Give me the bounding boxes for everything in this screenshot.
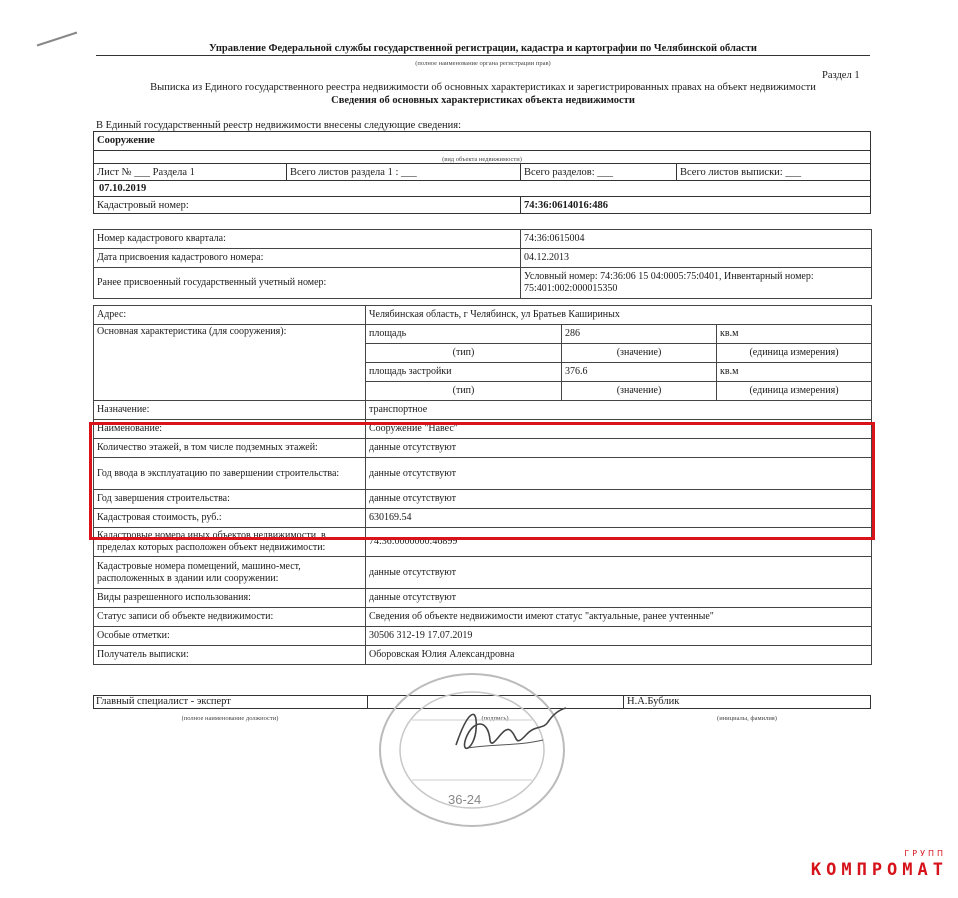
rooms-value: данные отсутствуют <box>366 557 872 589</box>
address-label: Адрес: <box>94 306 366 325</box>
highlight-frame <box>89 422 875 540</box>
cadastral-number-label: Кадастровый номер: <box>97 200 189 211</box>
name-value: Сооружение "Навес" <box>366 420 872 439</box>
cadastral-cost-label: Кадастровая стоимость, руб.: <box>94 509 366 528</box>
assign-date-label: Дата присвоения кадастрового номера: <box>94 249 521 268</box>
section-number: Раздел 1 <box>822 70 860 81</box>
parent-objects-value: 74:36:0000000:46899 <box>366 528 872 557</box>
extract-title: Выписка из Единого государственного реестра недвижимости об основных характеристиках и зарегистрированных правах на объект недвижимости <box>150 82 816 93</box>
char-unit-2: кв.м <box>717 363 872 382</box>
address-value: Челябинская область, г Челябинск, ул Братьев Кашириных <box>366 306 872 325</box>
caption-value-2: (значение) <box>562 382 717 401</box>
usage-label: Виды разрешенного использования: <box>94 589 366 608</box>
completion-year-value: данные отсутствуют <box>366 490 872 509</box>
recipient-value: Оборовская Юлия Александровна <box>366 646 872 665</box>
caption-value-1: (значение) <box>562 344 717 363</box>
cadastral-number-value: 74:36:0614016:486 <box>524 200 608 211</box>
char-unit-1: кв.м <box>717 325 872 344</box>
status-value: Сведения об объекте недвижимости имеют статус "актуальные, ранее учтенные" <box>366 608 872 627</box>
usage-value: данные отсутствуют <box>366 589 872 608</box>
completion-year-label: Год завершения строительства: <box>94 490 366 509</box>
floors-label: Количество этажей, в том числе подземных этажей: <box>94 439 366 458</box>
parent-objects-label: Кадастровые номера иных объектов недвижимости, в пределах которых расположен объект недвижимости: <box>94 528 366 557</box>
organization-title: Управление Федеральной службы государственной регистрации, кадастра и картографии по Челябинской области <box>209 43 757 54</box>
name-label: Наименование: <box>94 420 366 439</box>
watermark-sub: ГРУПП <box>904 849 946 858</box>
sign-caption: (подпись) <box>481 715 509 722</box>
floors-value: данные отсутствуют <box>366 439 872 458</box>
cadastral-cost-value: 630169.54 <box>366 509 872 528</box>
caption-type-1: (тип) <box>366 344 562 363</box>
char-value-2: 376.6 <box>562 363 717 382</box>
quarter-value: 74:36:0615004 <box>521 230 872 249</box>
status-label: Статус записи об объекте недвижимости: <box>94 608 366 627</box>
signer-name: Н.А.Бублик <box>627 696 680 707</box>
signer-position: Главный специалист - эксперт <box>96 696 231 707</box>
char-type-1: площадь <box>366 325 562 344</box>
previous-number-value: Условный номер: 74:36:06 15 04:0005:75:0401, Инвентарный номер: 75:401:002:000015350 <box>521 268 872 299</box>
notes-value: 30506 312-19 17.07.2019 <box>366 627 872 646</box>
purpose-value: транспортное <box>366 401 872 420</box>
quarter-label: Номер кадастрового квартала: <box>94 230 521 249</box>
object-type-caption: (вид объекта недвижимости) <box>442 156 522 163</box>
char-type-2: площадь застройки <box>366 363 562 382</box>
intro-text: В Единый государственный реестр недвижимости внесены следующие сведения: <box>96 120 462 131</box>
caption-unit-1: (единица измерения) <box>717 344 872 363</box>
previous-number-label: Ранее присвоенный государственный учетный номер: <box>94 268 521 299</box>
recipient-label: Получатель выписки: <box>94 646 366 665</box>
commission-year-label: Год ввода в эксплуатацию по завершении строительства: <box>94 458 366 490</box>
char-value-1: 286 <box>562 325 717 344</box>
watermark-brand: КОМПРОМАТ <box>810 860 948 880</box>
organization-caption: (полное наименование органа регистрации прав) <box>415 60 551 67</box>
notes-label: Особые отметки: <box>94 627 366 646</box>
rooms-label: Кадастровые номера помещений, машино-мест, расположенных в здании или сооружении: <box>94 557 366 589</box>
sections-total: Всего разделов: ___ <box>524 167 613 178</box>
caption-type-2: (тип) <box>366 382 562 401</box>
assign-date-value: 04.12.2013 <box>521 249 872 268</box>
sheets-in-section: Всего листов раздела 1 : ___ <box>290 167 417 178</box>
position-caption: (полное наименование должности) <box>181 715 279 722</box>
caption-unit-2: (единица измерения) <box>717 382 872 401</box>
sheet-number: Лист № ___ Раздела 1 <box>97 167 195 178</box>
sheets-total: Всего листов выписки: ___ <box>680 167 802 178</box>
object-type: Сооружение <box>97 135 155 146</box>
staple-mark <box>37 32 78 47</box>
purpose-label: Назначение: <box>94 401 366 420</box>
extract-date: 07.10.2019 <box>99 183 147 194</box>
characteristic-label: Основная характеристика (для сооружения): <box>94 325 366 401</box>
stamp-number: 36-24 <box>448 792 482 807</box>
commission-year-value: данные отсутствуют <box>366 458 872 490</box>
handwritten-signature <box>448 700 578 760</box>
name-caption: (инициалы, фамилия) <box>717 715 777 722</box>
cadastral-info-table <box>93 229 872 299</box>
extract-subtitle: Сведения об основных характеристиках объекта недвижимости <box>331 95 635 106</box>
